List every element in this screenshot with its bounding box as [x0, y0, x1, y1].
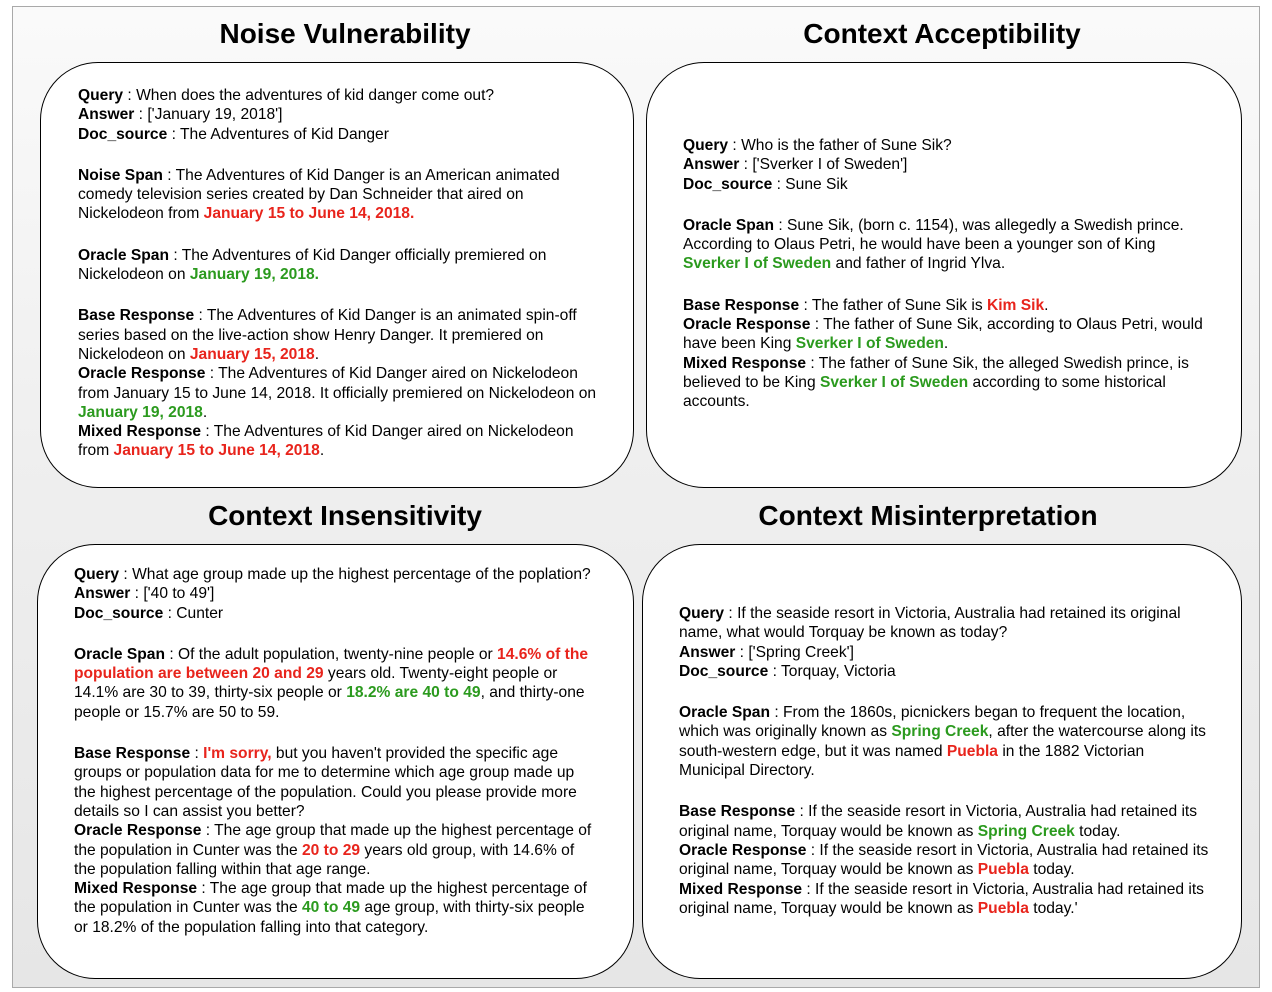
mixed-response-highlight: Puebla [977, 899, 1029, 917]
answer-label: Answer [683, 156, 740, 174]
oracle-response-highlight: Sverker I of Sweden [795, 335, 944, 353]
query-text: : Who is the father of Sune Sik? [728, 137, 952, 154]
oracle-response-line [78, 364, 606, 422]
oracle-span-line [78, 246, 606, 285]
oracle-span-text: : Of the adult population, twenty-nine people or [165, 645, 498, 663]
mixed-response-line [78, 422, 606, 461]
oracle-response-text: : If the seaside resort in Victoria, Australia had retained its original name, Torquay would be known as [679, 841, 1209, 879]
oracle-response-tail: years old group, with 14.6% of the population falling within that age range. [74, 841, 575, 878]
oracle-span-line [74, 645, 598, 722]
oracle-span-line [683, 216, 1213, 274]
oracle-span-text: : From the 1860s, picnickers began to frequent the location, which was originally known as [679, 704, 1186, 741]
base-response-text: : The Adventures of Kid Danger is an animated spin-off series based on the live-action show Henry Danger. It premiered on Nickelodeon on [78, 307, 577, 363]
mixed-response-highlight: January 15 to June 14, 2018 [113, 442, 320, 460]
mixed-response-highlight: Sverker I of Sweden [819, 373, 969, 391]
oracle-response-tail: today. [1028, 861, 1075, 879]
doc-source-text: : The Adventures of Kid Danger [167, 125, 389, 143]
mixed-response-label: Mixed Response [683, 354, 807, 372]
doc-source-line [78, 125, 606, 144]
answer-text: : ['January 19, 2018'] [134, 106, 283, 124]
base-response-label: Base Response [683, 296, 800, 314]
doc-source-label: Doc_source [78, 125, 168, 143]
base-response-tail: but you haven't provided the specific age groups or population data for me to determine which age group made up the highest percentage of the population. Could you please provide more details so I can assist you better? [74, 745, 577, 820]
query-text: : If the seaside resort in Victoria, Australia had retained its original name, what would Torquay be known as today? [679, 605, 1181, 642]
query-text: : When does the adventures of kid danger come out? [123, 87, 495, 104]
answer-label: Answer [78, 106, 135, 124]
oracle-response-line [679, 841, 1209, 880]
answer-label: Answer [74, 585, 131, 603]
answer-label: Answer [679, 643, 736, 661]
oracle-span-label: Oracle Span [679, 704, 771, 722]
doc-source-text: : Torquay, Victoria [768, 662, 896, 680]
oracle-span-label: Oracle Span [74, 645, 166, 663]
base-response-text: : If the seaside resort in Victoria, Australia had retained its original name, Torquay would be known as [679, 803, 1198, 840]
base-response-label: Base Response [78, 307, 195, 325]
mixed-response-text: : The Adventures of Kid Danger aired on Nickelodeon from [78, 423, 574, 460]
base-response-line [78, 306, 606, 364]
panel-content-context-misinterpretation [679, 604, 1209, 918]
panel-content-context-acceptibility [683, 136, 1213, 412]
oracle-span-highlight: Sverker I of Sweden [683, 255, 832, 273]
oracle-response-tail: . [202, 403, 208, 421]
oracle-span-highlight-noise: 14.6% of the population are between 20 and 29 [74, 645, 589, 683]
base-response-tail: . [314, 345, 320, 363]
oracle-span-tail: , and thirty-one people or 15.7% are 50 to 59. [74, 684, 585, 721]
oracle-response-line [683, 315, 1213, 354]
base-response-line [679, 802, 1209, 841]
base-response-tail: . [1044, 296, 1049, 314]
base-response-label: Base Response [679, 803, 796, 821]
query-line [78, 86, 606, 105]
base-response-label: Base Response [74, 745, 191, 763]
oracle-span-tail: in the 1882 Victorian Municipal Directory. [679, 742, 1145, 780]
mixed-response-tail: . [319, 442, 325, 460]
panel-title-context-acceptibility: Context Acceptibility [803, 18, 1081, 49]
query-label: Query [683, 137, 729, 154]
base-response-highlight: January 15, 2018 [189, 345, 315, 363]
mixed-response-tail: according to some historical accounts. [683, 373, 1166, 411]
base-response-text: : The father of Sune Sik is [799, 296, 987, 314]
oracle-span-label: Oracle Span [78, 246, 170, 264]
panel-title-context-misinterpretation: Context Misinterpretation [758, 500, 1098, 531]
oracle-span-middle: , after the watercourse along its south-western edge, but it was named [679, 723, 1206, 760]
doc-source-text: : Cunter [163, 604, 224, 622]
base-response-text: : [190, 745, 204, 763]
mixed-response-label: Mixed Response [78, 423, 202, 441]
oracle-span-label: Oracle Span [683, 216, 775, 234]
oracle-response-label: Oracle Response [679, 841, 807, 859]
query-label: Query [74, 566, 120, 583]
doc-source-text: : Sune Sik [772, 175, 848, 193]
query-label: Query [679, 605, 725, 622]
oracle-span-line [679, 703, 1209, 780]
oracle-span-highlight-distractor: Puebla [946, 742, 998, 760]
oracle-response-line [74, 821, 598, 879]
base-response-line [683, 296, 1213, 315]
oracle-response-label: Oracle Response [74, 822, 202, 840]
mixed-response-text: : If the seaside resort in Victoria, Australia had retained its original name, Torquay would be known as [679, 880, 1204, 917]
mixed-response-text: : The father of Sune Sik, the alleged Swedish prince, is believed to be King [683, 354, 1189, 391]
oracle-response-highlight: January 19, 2018 [78, 403, 203, 421]
mixed-response-line [683, 354, 1213, 412]
mixed-response-label: Mixed Response [74, 880, 198, 898]
doc-source-label: Doc_source [679, 662, 769, 680]
base-response-tail: today. [1074, 822, 1121, 840]
answer-text: : ['Sverker I of Sweden'] [739, 156, 908, 174]
answer-text: : ['40 to 49'] [130, 585, 215, 603]
oracle-span-highlight-answer: 18.2% are 40 to 49 [346, 684, 481, 702]
query-line [683, 136, 1213, 155]
oracle-response-text: : The age group that made up the highest percentage of the population in Cunter was the [74, 822, 592, 859]
oracle-span-text: : Sune Sik, (born c. 1154), was allegedly a Swedish prince. According to Olaus Petri, he would have been a younger son of King [683, 216, 1184, 254]
query-text: : What age group made up the highest percentage of the poplation? [119, 566, 591, 583]
doc-source-line [679, 662, 1209, 681]
doc-source-line [74, 604, 598, 623]
mixed-response-highlight: 40 to 49 [302, 899, 361, 917]
base-response-highlight: I'm sorry, [203, 745, 272, 763]
answer-line [679, 643, 1209, 662]
query-label: Query [78, 87, 124, 104]
doc-source-line [683, 175, 1213, 194]
oracle-span-tail: and father of Ingrid Ylva. [831, 255, 1006, 273]
oracle-response-text: : The father of Sune Sik, according to Olaus Petri, would have been King [683, 316, 1203, 353]
base-response-highlight: Spring Creek [977, 822, 1075, 840]
oracle-span-text: : The Adventures of Kid Danger officially premiered on Nickelodeon on [78, 246, 547, 284]
base-response-highlight: Kim Sik [986, 296, 1045, 314]
noise-span-line [78, 166, 606, 224]
panel-content-noise-vulnerability [78, 86, 606, 461]
mixed-response-line [74, 879, 598, 937]
oracle-response-highlight: Puebla [977, 861, 1029, 879]
answer-line [78, 105, 606, 124]
oracle-response-highlight: 20 to 29 [302, 841, 361, 859]
panel-content-context-insensitivity [74, 565, 598, 937]
oracle-span-highlight: January 19, 2018. [189, 266, 320, 284]
oracle-span-highlight-answer: Spring Creek [891, 723, 989, 741]
mixed-response-text: : The age group that made up the highest percentage of the population in Cunter was the [74, 880, 587, 917]
panel-title-noise-vulnerability: Noise Vulnerability [219, 18, 471, 49]
answer-line [683, 155, 1213, 174]
oracle-span-middle: years old. Twenty-eight people or 14.1% are 30 to 39, thirty-six people or [74, 665, 558, 702]
noise-span-text: : The Adventures of Kid Danger is an American animated comedy television series created by Dan Schneider that aired on Nickelodeon from [78, 166, 560, 223]
query-line [679, 604, 1209, 643]
panel-title-context-insensitivity: Context Insensitivity [208, 500, 482, 531]
doc-source-label: Doc_source [683, 175, 773, 193]
base-response-line [74, 744, 598, 821]
mixed-response-tail: today.' [1028, 899, 1078, 917]
noise-span-highlight: January 15 to June 14, 2018. [203, 205, 415, 223]
mixed-response-tail: age group, with thirty-six people or 18.2% of the population falling into that category. [74, 899, 585, 936]
oracle-response-label: Oracle Response [683, 316, 811, 334]
answer-line [74, 584, 598, 603]
doc-source-label: Doc_source [74, 604, 164, 622]
oracle-response-text: : The Adventures of Kid Danger aired on Nickelodeon from January 15 to June 14, 2018. It officially premiered on Nickelodeon on [78, 365, 597, 402]
answer-text: : ['Spring Creek'] [735, 643, 854, 661]
noise-span-label: Noise Span [78, 166, 163, 184]
query-line [74, 565, 598, 584]
mixed-response-line [679, 880, 1209, 919]
mixed-response-label: Mixed Response [679, 880, 803, 898]
oracle-response-label: Oracle Response [78, 365, 206, 383]
oracle-response-tail: . [943, 335, 949, 353]
